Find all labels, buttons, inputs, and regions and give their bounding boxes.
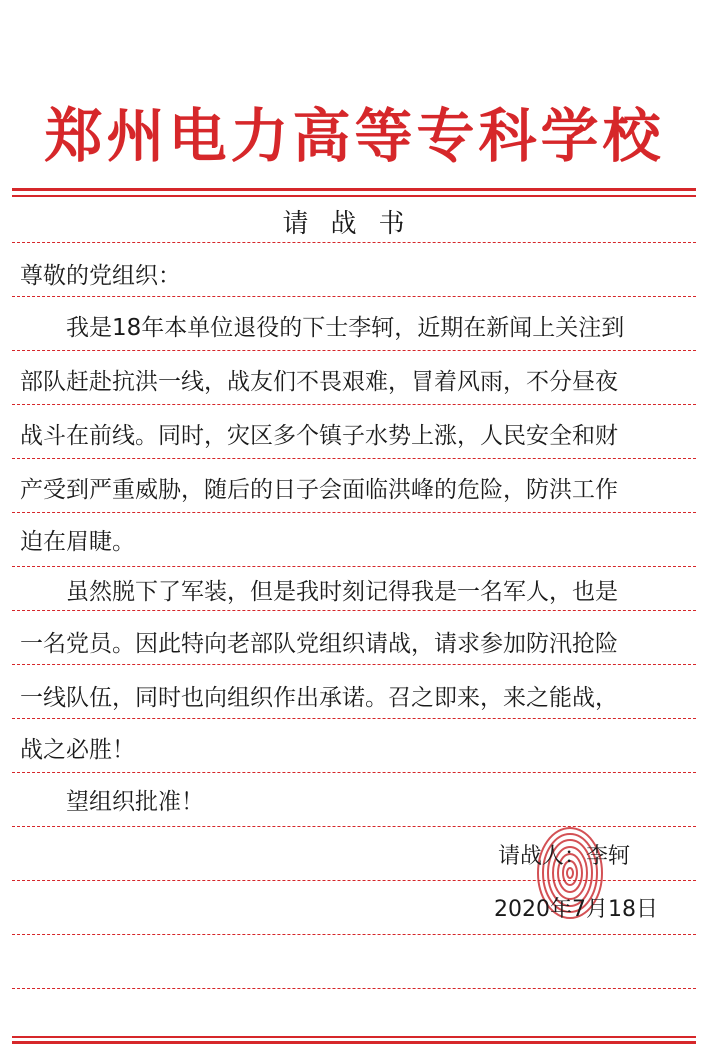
body-line: 望组织批准！ [20,789,204,815]
header-rule-thick [12,188,696,191]
body-line: 一线队伍，同时也向组织作出承诺。召之即来，来之能战， [20,685,618,711]
ruled-line [12,934,696,935]
ruled-line [12,242,696,243]
ruled-line [12,988,696,989]
ruled-line [12,296,696,297]
letter-title: 请战书 [282,209,427,239]
ruled-line [12,512,696,513]
body-line: 产受到严重威胁，随后的日子会面临洪峰的危险，防洪工作 [20,477,618,503]
footer-rule-thick [12,1041,696,1044]
body-line: 迫在眉睫。 [20,529,135,555]
ruled-line [12,458,696,459]
body-line: 部队赶赴抗洪一线，战友们不畏艰难，冒着风雨，不分昼夜 [20,369,618,395]
ruled-line [12,610,696,611]
school-name-header: 郑州电力高等专科学校 [44,102,665,170]
body-line: 战之必胜！ [20,737,135,763]
letter-date: 2020年7月18日 [494,897,658,922]
body-line: 我是18年本单位退役的下士李轲，近期在新闻上关注到 [20,315,625,341]
salutation: 尊敬的党组织： [20,263,181,289]
signature-label: 请战人：李轲 [498,844,631,869]
ruled-line [12,404,696,405]
ruled-line [12,566,696,567]
footer-rule-thin [12,1036,696,1038]
body-line: 战斗在前线。同时，灾区多个镇子水势上涨，人民安全和财 [20,423,618,449]
ruled-line [12,664,696,665]
body-line: 虽然脱下了军装，但是我时刻记得我是一名军人，也是 [20,579,618,605]
body-line: 一名党员。因此特向老部队党组织请战，请求参加防汛抢险 [20,631,618,657]
ruled-line [12,772,696,773]
ruled-line [12,350,696,351]
header-rule-thin [12,195,696,197]
ruled-line [12,718,696,719]
